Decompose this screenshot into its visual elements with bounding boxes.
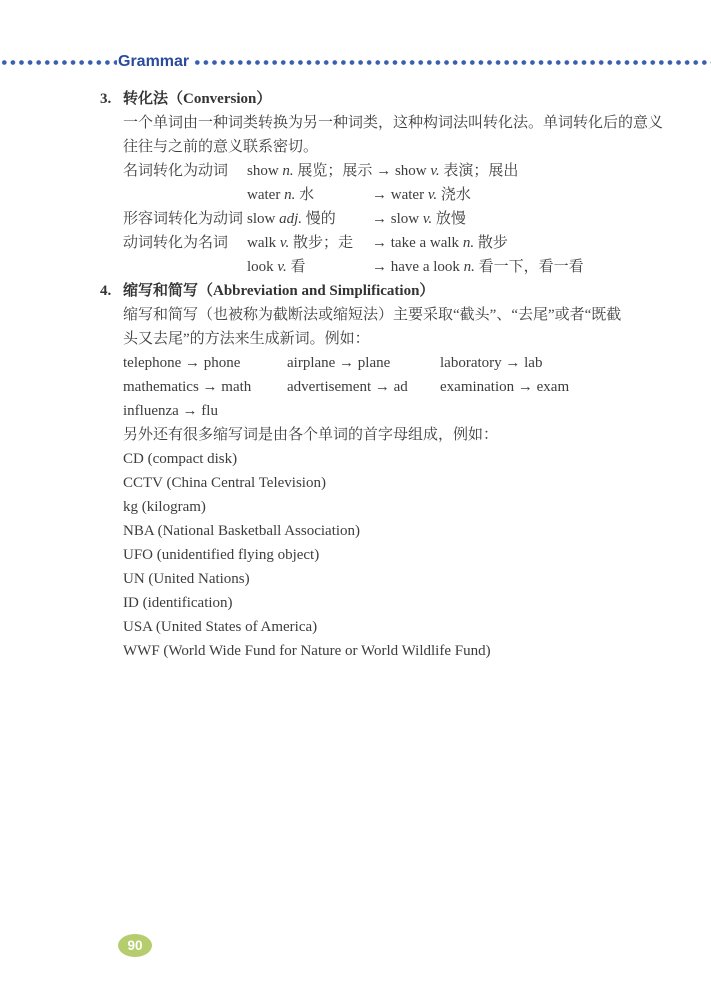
pos-tag: v.	[279, 235, 290, 251]
zh-meaning: 散步	[477, 235, 508, 251]
en-word: water	[390, 187, 425, 203]
conversion-to	[391, 211, 466, 227]
en-word: show	[394, 163, 427, 179]
arrow-glyph: →	[372, 211, 391, 227]
zh-meaning: 展览；展示	[297, 163, 373, 179]
conversion-category	[123, 183, 247, 207]
conversion-row	[123, 207, 640, 231]
pos-tag: v.	[277, 259, 287, 275]
arrow-glyph: →	[372, 235, 391, 251]
acronym-item: CD (compact disk)	[123, 451, 238, 467]
acronym-list	[123, 447, 640, 663]
shorten-example: influenza → flu	[123, 403, 218, 419]
conversion-to	[395, 163, 518, 179]
conversion-example	[247, 255, 584, 279]
shorten-example: mathematics → math	[123, 379, 252, 395]
section3-body	[100, 111, 664, 279]
en-word: walk	[247, 235, 277, 251]
dotted-rule-left	[0, 60, 117, 65]
shorten-example: airplane → plane	[287, 355, 391, 371]
acronym-intro: 另外还有很多缩写词是由各个单词的首字母组成，例如：	[123, 427, 499, 443]
section3-paragraph-line-2: 往往与之前的意义联系密切。	[123, 139, 319, 155]
conversion-to	[391, 187, 471, 203]
conversion-category: 名词转化为动词	[123, 163, 229, 179]
section4-body	[100, 303, 640, 663]
en-word: water	[247, 187, 281, 203]
en-word: slow	[390, 211, 420, 227]
conversion-from	[247, 231, 372, 255]
conversion-to	[391, 259, 584, 275]
section4-number: 4.	[100, 283, 112, 299]
page-number-badge	[118, 934, 152, 957]
pos-tag: n.	[284, 187, 296, 203]
conversion-example	[247, 183, 471, 207]
zh-meaning: 水	[299, 187, 315, 203]
grammar-label: Grammar	[118, 53, 190, 70]
section3-title: 转化法（Conversion）	[123, 91, 272, 107]
acronym-item: NBA (National Basketball Association)	[123, 523, 361, 539]
zh-meaning: 表演；展出	[443, 163, 519, 179]
pos-tag: v.	[427, 187, 438, 203]
conversion-row	[123, 231, 640, 255]
zh-meaning: 慢的	[305, 211, 336, 227]
conversion-row	[123, 159, 640, 183]
pos-tag: v.	[430, 163, 440, 179]
en-word: take a walk	[390, 235, 460, 251]
conversion-row	[123, 255, 640, 279]
conversion-example	[247, 159, 518, 183]
conversion-from	[247, 163, 372, 179]
arrow-glyph: →	[372, 187, 391, 203]
section4-paragraph-line-1: 缩写和简写（也被称为截断法或缩短法）主要采取“截头”、“去尾”或者“既截	[123, 307, 622, 323]
pos-tag: n.	[282, 163, 294, 179]
arrow-glyph: →	[372, 163, 395, 179]
acronym-item: UFO (unidentified flying object)	[123, 547, 320, 563]
pos-tag: n.	[462, 235, 475, 251]
acronym-item: WWF (World Wide Fund for Nature or World Wildlife Fund)	[123, 643, 491, 659]
page-content	[100, 87, 664, 663]
section4-heading	[100, 279, 640, 303]
acronym-item: CCTV (China Central Television)	[123, 475, 326, 491]
en-word: have a look	[390, 259, 460, 275]
en-word: show	[247, 163, 279, 179]
shorten-example: telephone → phone	[123, 355, 241, 371]
section3-paragraph-line-1: 一个单词由一种词类转换为另一种词类，这种构词法叫转化法。单词转化后的意义	[123, 115, 664, 131]
zh-meaning: 看	[290, 259, 306, 275]
en-word: look	[247, 259, 274, 275]
conversion-example	[247, 231, 508, 255]
conversion-category: 形容词转化为动词	[123, 211, 244, 227]
zh-meaning: 看一下，看一看	[478, 259, 584, 275]
conversion-example	[247, 207, 466, 231]
shorten-example: laboratory → lab	[440, 355, 543, 371]
conversion-category: 动词转化为名词	[123, 235, 229, 251]
section3-heading	[100, 87, 640, 111]
section3-number: 3.	[100, 91, 112, 107]
pos-tag: adj.	[279, 211, 303, 227]
shorten-examples-grid	[123, 351, 640, 423]
conversion-from	[247, 207, 372, 231]
zh-meaning: 放慢	[435, 211, 466, 227]
arrow-glyph: →	[372, 259, 391, 275]
acronym-item: UN (United Nations)	[123, 571, 250, 587]
section4-paragraph-line-2: 头又去尾”的方法来生成新词。例如：	[123, 331, 370, 347]
conversion-to	[391, 235, 508, 251]
conversion-table	[123, 159, 640, 279]
shorten-example: advertisement → ad	[287, 379, 408, 395]
acronym-item: kg (kilogram)	[123, 499, 206, 515]
zh-meaning: 浇水	[440, 187, 471, 203]
conversion-from	[247, 255, 372, 279]
en-word: slow	[247, 211, 276, 227]
zh-meaning: 散步；走	[292, 235, 353, 251]
section4-title: 缩写和简写（Abbreviation and Simplification）	[123, 283, 435, 299]
shorten-example: examination → exam	[440, 379, 570, 395]
acronym-item: USA (United States of America)	[123, 619, 318, 635]
conversion-category	[123, 255, 247, 279]
acronym-item: ID (identification)	[123, 595, 233, 611]
pos-tag: n.	[463, 259, 475, 275]
pos-tag: v.	[422, 211, 433, 227]
conversion-from	[247, 183, 372, 207]
conversion-row	[123, 183, 640, 207]
dotted-rule-right	[193, 60, 711, 65]
page-number: 90	[127, 938, 143, 953]
grammar-section-header	[0, 52, 711, 72]
